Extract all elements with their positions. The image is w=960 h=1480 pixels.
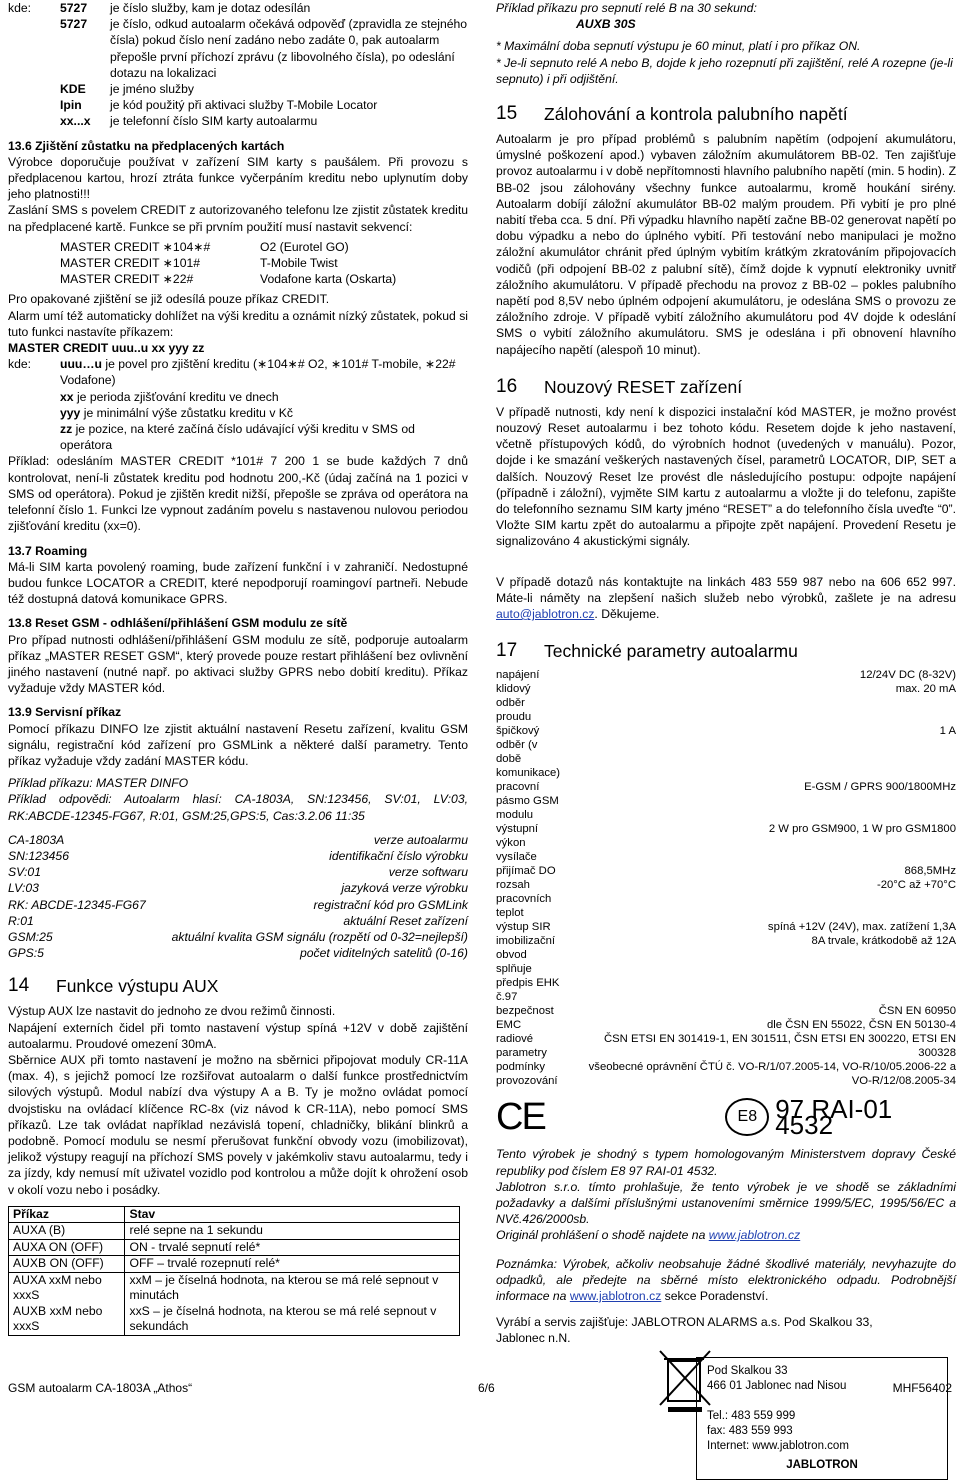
credit-command-code: MASTER CREDIT ∗101#	[60, 256, 201, 271]
dinfo-value: počet viditelných satelitů (0-16)	[299, 946, 468, 961]
param-value: všeobecné oprávnění ČTÚ č. VO-R/1/07.2005-14, VO-R/10/05.2006-22 a VO-R/12/08.2005-34	[588, 1061, 956, 1088]
stamp-line	[707, 1394, 937, 1409]
footer-product: GSM autoalarm CA-1803A „Athos“	[8, 1381, 193, 1395]
kde2-key: yyy	[60, 405, 81, 420]
dinfo-key: RK: ABCDE-12345-FG67	[8, 897, 146, 912]
kde-block	[8, 0, 468, 130]
param-name: špičkový odběr (v době komunikace)	[496, 725, 561, 780]
credit-example: Příklad: odesláním MASTER CREDIT *101# 7 200 1 se bude každých 7 dnů kontrolovat, není-li zůstatek kreditu pod hodnotu 200,-Kč (údaj začíná na 1 pozici v SMS od operátora). Pokud je zjištěn kredit nižší, přepošle se zpráva od operátora na telefonní číslo 1. Funkci lze vypnout zadáním povelu s nastavenou nulovou periodou zjišťování kreditu (xx=0).	[8, 454, 468, 534]
stamp-line: Tel.: 483 559 999	[707, 1409, 796, 1422]
stamp-line: Pod Skalkou 33	[707, 1364, 788, 1377]
dinfo-key: R:01	[8, 913, 34, 928]
kde-label: kde:	[8, 1, 32, 15]
param-name: výstupní výkon vysílače	[496, 823, 539, 864]
dinfo-list	[8, 832, 468, 962]
section-title: Nouzový RESET zařízení	[544, 376, 743, 397]
stamp-line: Internet: www.jablotron.com	[707, 1439, 849, 1452]
kde2-list	[60, 356, 468, 453]
dinfo-key: GPS:5	[8, 946, 44, 961]
technical-parameters	[496, 668, 956, 1088]
dinfo-example-command: Příklad příkazu: MASTER DINFO	[8, 776, 189, 791]
paragraph: Pro opakované zjištění se již odesílá pouze příkaz CREDIT.	[8, 292, 330, 307]
relay-example-command: AUXB 30S	[576, 17, 636, 32]
dinfo-value: identifikační číslo výrobku	[329, 848, 468, 863]
aux-command: AUXA xxM nebo xxxS AUXB xxM nebo xxxS	[9, 1272, 125, 1335]
param-value: ČSN EN 60950	[878, 1005, 956, 1018]
param-name: imobilizační obvod	[496, 935, 556, 962]
credit-command-code: MASTER CREDIT ∗22#	[60, 272, 194, 287]
contact-email-link[interactable]: auto@jablotron.cz	[496, 607, 595, 622]
param-name: podmínky provozování	[496, 1061, 558, 1088]
kde-value: je jméno služby	[110, 82, 194, 97]
credit-command-row	[60, 239, 468, 255]
section-13-7-title: 13.7 Roaming	[8, 543, 88, 558]
kde2-value: je povel pro zjištění kreditu (∗104∗# O2, ∗101# T-mobile, ∗22# Vodafone)	[60, 357, 456, 388]
kde-row	[60, 0, 468, 16]
declaration-link[interactable]: www.jablotron.cz	[708, 1228, 801, 1243]
maker-block	[496, 1314, 956, 1346]
weee-bin-icon	[656, 1347, 714, 1413]
page-footer	[8, 1381, 952, 1395]
dinfo-key: CA-1803A	[8, 832, 65, 847]
param-name: klidový odběr proudu	[496, 683, 532, 724]
kde-value: je číslo služby, kam je dotaz odesílán	[110, 1, 311, 15]
aux-table	[8, 1206, 460, 1336]
right-column	[496, 0, 956, 1480]
aux-command: AUXA ON (OFF)	[9, 1239, 125, 1256]
credit-command: MASTER CREDIT uuu..u xx yyy zz	[8, 341, 205, 356]
section-number: 15	[496, 103, 518, 125]
homologation-number: 97 RAI-01 4532	[775, 1094, 893, 1141]
maker-text: Vyrábí a servis zajišťuje: JABLOTRON ALARMS a.s. Pod Skalkou 33, Jablonec n.N.	[496, 1315, 873, 1346]
kde2-key: zz	[60, 422, 73, 437]
section-13-9-title: 13.9 Servisní příkaz	[8, 705, 122, 720]
aux-table-row	[9, 1239, 460, 1256]
ce-mark-icon: CE	[496, 1096, 545, 1139]
aux-table-header: Stav	[125, 1206, 460, 1223]
paragraph: Má-li SIM karta povolený roaming, bude zařízení funkční i v zahraničí. Nedostupné budou funkce LOCATOR a CREDIT, které nepodporují roamingoví partneři. Nebude též dostupná datová komunikace GPRS.	[8, 559, 468, 607]
param-value: 2 W pro GSM900, 1 W pro GSM1800	[768, 823, 956, 836]
dinfo-key: LV:03	[8, 881, 39, 896]
param-name: EMC	[496, 1019, 522, 1032]
param-name: výstup SIR	[496, 921, 551, 934]
kde-row	[60, 97, 468, 113]
contact-text: . Děkujeme.	[594, 607, 660, 622]
kde-key: Ipin	[60, 98, 82, 113]
kde2-value: je perioda zjišťování kreditu ve dnech	[73, 389, 279, 404]
credit-command-row	[60, 271, 468, 287]
param-name: radiové parametry	[496, 1033, 547, 1060]
section-number: 14	[8, 975, 30, 997]
section-title: Funkce výstupu AUX	[56, 976, 219, 997]
credit-command-code: MASTER CREDIT ∗104∗#	[60, 239, 211, 254]
dinfo-value: verze softwaru	[388, 865, 468, 880]
kde-list	[60, 0, 468, 130]
kde2-value: je pozice, na které začíná číslo udávající výši kreditu v SMS od operátora	[60, 422, 415, 453]
kde-key: 5727	[60, 17, 88, 32]
stamp-brand: JABLOTRON	[786, 1458, 858, 1471]
kde-row	[60, 16, 468, 81]
paragraph: Pro případ nutnosti odhlášení/přihlášení GSM modulu ze sítě, podporuje autoalarm příkaz „MASTER RESET GSM“, který provede pouze restart přihlášení bez ovlivnění jiného nastavení (nutné např. po aktivaci služby GPRS nebo dobití kreditu). Příkaz vyžaduje vždy MASTER kód.	[8, 632, 468, 696]
kde-value: je kód použitý při aktivaci služby T-Mobile Locator	[110, 98, 378, 113]
dinfo-key: SN:123456	[8, 848, 69, 863]
kde-key: KDE	[60, 82, 86, 97]
kde-key: 5727	[60, 1, 88, 15]
aux-table-row	[9, 1272, 460, 1335]
aux-state: relé sepne na 1 sekundu	[125, 1223, 460, 1240]
paragraph: Zaslání SMS s povelem CREDIT z autorizovaného telefonu lze zjistit zůstatek kreditu na předplacené kartě. Funkce se při prvním použití musí nastavit sekvencí:	[8, 203, 468, 234]
aux-command: AUXA (B)	[9, 1223, 125, 1240]
section-15-heading	[496, 103, 956, 125]
param-value: dle ČSN EN 55022, ČSN EN 50130-4	[766, 1019, 956, 1032]
footer-page-number: 6/6	[478, 1381, 495, 1395]
kde2-label: kde:	[8, 357, 32, 372]
param-value: 12/24V DC (8-32V)	[859, 669, 956, 682]
note-text: Poznámka: Výrobek, ačkoliv neobsahuje žádné škodlivé materiály, nevyhazujte do odpadků, ale předejte na sběrné místo elektronického odpadu. Podrobnější informace na	[496, 1256, 956, 1303]
section-13-8-title: 13.8 Reset GSM - odhlášení/přihlášení GSM modulu ze sítě	[8, 616, 348, 631]
note-link[interactable]: www.jablotron.cz	[569, 1288, 662, 1303]
credit-commands	[8, 239, 468, 288]
param-name: přijímač DO	[496, 865, 556, 878]
paragraph: Sběrnice AUX při tomto nastavení je možno na sběrnici připojovat moduly CR-11A (max. 4), s jejichž pomocí lze rozšiřovat autoalarm o další funkce prostřednictvím silových výstupů. Modul nabízí dva výstupy A a B. Ty je možno ovládat pomocí dvojstisku na ovládací klíčence RC-8x (viz návod k CR-11A), nebo pomocí SMS příkazů. Lze tak ovládat například nezávislá topení, chladničky, blikání blinkrů a podobně. Pomocí modulu se nesmí přerušovat funkční obvody vozu (imobilizovat), jelikož výstupy reagují na příchozí SMS povely v jakémkoliv stavu autoalarmu, tedy i za jízdy, kdy nemusí mít uživatel vozidlo pod kontrolou a může dojít k ohrožení osob v okolí vozu nebo i posádky.	[8, 1052, 468, 1197]
dinfo-value: aktuální Reset zařízení	[343, 913, 468, 928]
paragraph: V případě nutnosti, kdy není k dispozici instalační kód MASTER, je možno provést nouzový Reset autoalarmu i bez tohoto kódu. Resetem dojde k jeho nastavení, včetně přístupových kódů, do výrobních hodnot (uvedených v manuálu). Pozor, dojde i ke smazání veškerých nastavených čísel, parametrů LOCATOR, DIP, SET a dalších. Nouzový Reset lze provést dle následujícího postupu: odpojte napájení (případně i záložní), vyjměte SIM kartu z autoalarmu a vložte ji do telefonu, zapište do telefonního seznamu SIM karty jméno “RESET” a do telefonního čísla uveďte “0”. Vložte SIM kartu zpět do autoalarmu a připojte zpět napájení. Provedení Resetu je signalizováno 4 akustickými signály.	[496, 404, 956, 549]
dinfo-key: GSM:25	[8, 929, 53, 944]
kde2-block	[8, 356, 468, 453]
kde-value: je telefonní číslo SIM karty autoalarmu	[110, 114, 318, 129]
section-13-6-title: 13.6 Zjištění zůstatku na předplacených kartách	[8, 138, 285, 153]
note-text: sekce Poradenství.	[661, 1288, 769, 1303]
left-column	[8, 0, 468, 1336]
param-value: max. 20 mA	[895, 683, 956, 696]
kde2-key: xx	[60, 389, 74, 404]
param-value: 1 A	[939, 725, 956, 738]
contact-text: V případě dotazů nás kontaktujte na linkách 483 559 987 nebo na 606 652 997. Máte-li náměty na zlepšení našich služeb nebo výrobků, zašlete je na adresu	[496, 574, 956, 605]
param-name: splňuje předpis EHK č.97	[496, 963, 560, 1004]
declaration: Jablotron s.r.o. tímto prohlašuje, že tento výrobek je ve shodě se základními požadavky a dalšími příslušnými ustanoveními směrnice 1999/5/EC, 1995/56/EC a NVč.426/2000sb.	[496, 1179, 956, 1227]
section-title: Technické parametry autoalarmu	[544, 641, 798, 662]
section-number: 17	[496, 640, 518, 662]
recycling-note	[496, 1256, 956, 1305]
param-name: bezpečnost	[496, 1005, 554, 1018]
aux-table-header: Příkaz	[9, 1206, 125, 1223]
credit-command-row	[60, 255, 468, 271]
kde-key: xx...x	[60, 114, 91, 129]
paragraph: Napájení externích čidel při tomto nastavení výstup spíná +12V v době zajištění autoalarmu. Proudové omezení 30mA.	[8, 1020, 468, 1051]
section-16-heading	[496, 376, 956, 398]
paragraph: Alarm umí též automaticky dohlížet na výši kreditu a oznámit nízký zůstatek, pokud si tuto funkci nastavíte příkazem:	[8, 308, 468, 339]
certification-marks	[496, 1094, 956, 1141]
relay-example-title: Příklad příkazu pro sepnutí relé B na 30 sekund:	[496, 1, 757, 15]
credit-command-operator: O2 (Eurotel GO)	[260, 239, 349, 254]
section-14-heading	[8, 975, 468, 997]
kde2-key: uuu…u	[60, 357, 102, 372]
param-value: ČSN ETSI EN 301419-1, EN 301511, ČSN ETSI EN 300220, ETSI EN 300328	[603, 1033, 956, 1060]
param-value: 8A trvale, krátkodobě až 12A	[811, 935, 956, 948]
kde-row	[60, 113, 468, 129]
paragraph: Výstup AUX lze nastavit do jednoho ze dvou režimů činnosti.	[8, 1004, 336, 1019]
declaration: Tento výrobek je shodný s typem homologovaným Ministerstvem dopravy České republiky pod číslem E8 97 RAI-01 4532.	[496, 1147, 956, 1178]
contact-paragraph	[496, 574, 956, 623]
credit-command-operator: T-Mobile Twist	[260, 256, 338, 271]
dinfo-key: SV:01	[8, 865, 41, 880]
kde2-value: je minimální výše zůstatku kreditu v Kč	[80, 405, 294, 420]
note: * Je-li sepnuto relé A nebo B, dojde k jeho rozepnutí při zajištění, relé A rozepne (je-li sepnuto) i při odjištění.	[496, 55, 953, 86]
kde-value: je číslo, odkud autoalarm očekává odpověď (zpravidla ze stejného čísla) pokud číslo není zadáno nebo zadáte 0, pak autoalarm přepošle první příchozí zprávu (z libovolného čísla), po odeslání dotazu na lokalizaci	[110, 17, 468, 80]
aux-table-row	[9, 1223, 460, 1240]
dinfo-example-response: Příklad odpovědi: Autoalarm hlasí: CA-1803A, SN:123456, SV:01, LV:03, RK:ABCDE-12345-FG67, R:01, GSM:25,GPS:5, Cas:3.2.06 11:35	[8, 792, 468, 823]
stamp-line: fax: 483 559 993	[707, 1424, 793, 1437]
e8-mark-icon: E8	[725, 1098, 769, 1136]
param-value: E-GSM / GPRS 900/1800MHz	[804, 781, 956, 794]
stamp-line: 466 01 Jablonec nad Nisou	[707, 1379, 847, 1392]
param-value: spíná +12V (24V), max. zatížení 1,3A	[767, 921, 956, 934]
dinfo-value: verze autoalarmu	[373, 832, 468, 847]
aux-table-row	[9, 1256, 460, 1273]
dinfo-value: aktuální kvalita GSM signálu (rozpětí od 0-32=nejlepší)	[171, 929, 468, 944]
section-title: Zálohování a kontrola palubního napětí	[544, 104, 848, 125]
declaration-text: Originál prohlášení o shodě najdete na	[496, 1228, 709, 1243]
paragraph: Pomocí příkazu DINFO lze zjistit aktuální nastavení Resetu zařízení, kvalitu GSM signálu, registrační kód zařízení pro GSMLink a některé další parametry. Tento příkaz vyžaduje vždy zadání MASTER kódu.	[8, 721, 468, 768]
dinfo-value: registrační kód pro GSMLink	[313, 897, 468, 912]
paragraph: Autoalarm je pro případ problémů s palubním napětím (odpojení akumulátoru, úmyslné poškození apod.) vybaven záložním akumulátorem BB-02. Ten zajišťuje provoz autoalarmu i v době nepřítomnosti hlavního palubního napětí (min. 5 hodin). Z BB-02 jsou zálohovány všechny funkce autoalarmu, kromě houkání sirény. Autoalarm dobíjí záložní akumulátor BB-02 malým proudem. Při vybití je pro plné nabití třeba cca. 5 dní. Při výpadku hlavního napětí začne BB-02 generovat napětí po dobu výpadku a nebo do úplného vybití. Při testování nebo manipulaci je možno záložní akumulátor chránit před úplným vybitím krátkým zkratováním připojovacích vodičů (při odpojení BB-02 z palubní sítě), čímž dojde k vypnutí elektroniky uvnitř záložního akumulátoru. V případě přechodu na provoz z BB-02 – pokles palubního napětí pod 8,5V nebo úplném odpojení akumulátoru, je odeslána SMS o provozu ze záložního zdroje. V případě vybití záložního akumulátoru pod 4V dojde k odeslání SMS o vybití záložního akumulátoru. SMS je odeslána i při obnovení hlavního napájecího napětí (alespoň 10 minut).	[496, 132, 957, 357]
note: * Maximální doba sepnutí výstupu je 60 minut, platí i pro příkaz ON.	[496, 39, 861, 54]
footer-doc-code: MHF56402	[892, 1381, 952, 1395]
param-value: -20°C až +70°C	[876, 879, 956, 892]
aux-state: xxM – je číselná hodnota, na kterou se má relé sepnout v minutách xxS – je číselná hodnota, na kterou se má relé sepnout v sekundách	[125, 1272, 460, 1335]
section-number: 16	[496, 375, 518, 397]
param-name: rozsah pracovních teplot	[496, 879, 552, 920]
dinfo-value: jazyková verze výrobku	[341, 881, 468, 896]
param-value: 868,5MHz	[904, 865, 956, 878]
aux-state: OFF – trvalé rozepnutí relé*	[125, 1256, 460, 1273]
kde-row	[60, 81, 468, 97]
aux-state: ON - trvalé sepnutí relé*	[125, 1239, 460, 1256]
paragraph: Výrobce doporučuje používat v zařízení SIM karty s paušálem. Při provozu s předplacenou kartou, hrozí ztráta funkce vyčerpáním kreditu nebo uplynutím doby jeho platnosti!!!	[8, 154, 468, 202]
credit-command-operator: Vodafone karta (Oskarta)	[260, 272, 397, 287]
aux-command: AUXB ON (OFF)	[9, 1256, 125, 1273]
param-name: pracovní pásmo GSM modulu	[496, 781, 559, 822]
section-17-heading	[496, 640, 956, 662]
declaration-link-line	[496, 1227, 956, 1243]
param-name: napájení	[496, 669, 540, 682]
address-stamp	[696, 1357, 948, 1480]
param-value	[566, 962, 956, 1004]
